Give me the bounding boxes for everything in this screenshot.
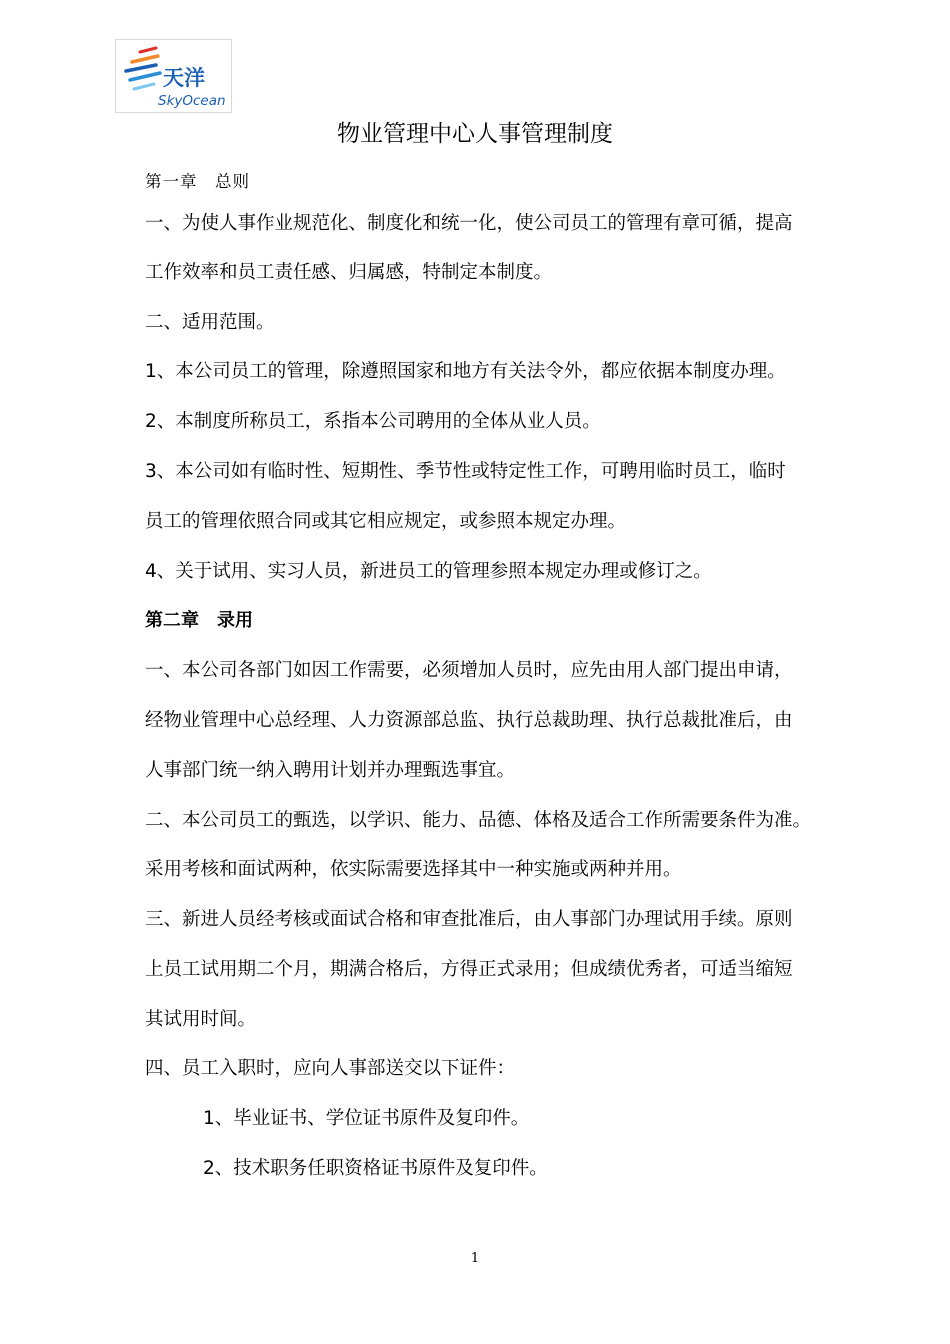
paragraph-line: 采用考核和面试两种，依实际需要选择其中一种实施或两种并用。 <box>145 859 682 880</box>
paragraph-line: 其试用时间。 <box>145 1009 257 1030</box>
document-title: 物业管理中心人事管理制度 <box>337 121 613 147</box>
list-item: 2、技术职务任职资格证书原件及复印件。 <box>203 1158 548 1179</box>
logo-chinese-text: 天洋 <box>163 66 205 90</box>
paragraph-line: 上员工试用期二个月，期满合格后，方得正式录用；但成绩优秀者，可适当缩短 <box>145 959 793 980</box>
paragraph-line: 四、员工入职时，应向人事部送交以下证件： <box>145 1058 516 1079</box>
chapter-2-heading: 第二章 录用 <box>145 610 253 631</box>
paragraph-line: 员工的管理依照合同或其它相应规定，或参照本规定办理。 <box>145 511 627 532</box>
paragraph-line: 工作效率和员工责任感、归属感，特制定本制度。 <box>145 262 553 283</box>
page-number: 1 <box>470 1251 480 1266</box>
paragraph-line: 二、适用范围。 <box>145 312 275 333</box>
company-logo <box>115 39 232 113</box>
logo-english-text: SkyOcean <box>158 93 226 109</box>
paragraph-line: 经物业管理中心总经理、人力资源部总监、执行总裁助理、执行总裁批准后，由 <box>145 710 793 731</box>
paragraph-line: 2、本制度所称员工，系指本公司聘用的全体从业人员。 <box>145 411 601 432</box>
paragraph-line: 二、本公司员工的甄选，以学识、能力、品德、体格及适合工作所需要条件为准。 <box>145 810 812 831</box>
paragraph-line: 3、本公司如有临时性、短期性、季节性或特定性工作，可聘用临时员工，临时 <box>145 461 786 482</box>
paragraph-line: 4、关于试用、实习人员，新进员工的管理参照本规定办理或修订之。 <box>145 561 712 582</box>
paragraph-line: 一、为使人事作业规范化、制度化和统一化，使公司员工的管理有章可循，提高 <box>145 213 793 234</box>
paragraph-line: 人事部门统一纳入聘用计划并办理甄选事宜。 <box>145 760 516 781</box>
skyocean-logo-icon <box>116 40 231 112</box>
paragraph-line: 一、本公司各部门如因工作需要，必须增加人员时，应先由用人部门提出申请， <box>145 660 793 681</box>
paragraph-line: 三、新进人员经考核或面试合格和审查批准后，由人事部门办理试用手续。原则 <box>145 909 793 930</box>
list-item: 1、毕业证书、学位证书原件及复印件。 <box>203 1108 530 1129</box>
paragraph-line: 1、本公司员工的管理，除遵照国家和地方有关法令外，都应依据本制度办理。 <box>145 361 786 382</box>
chapter-1-heading: 第一章 总则 <box>145 172 250 191</box>
